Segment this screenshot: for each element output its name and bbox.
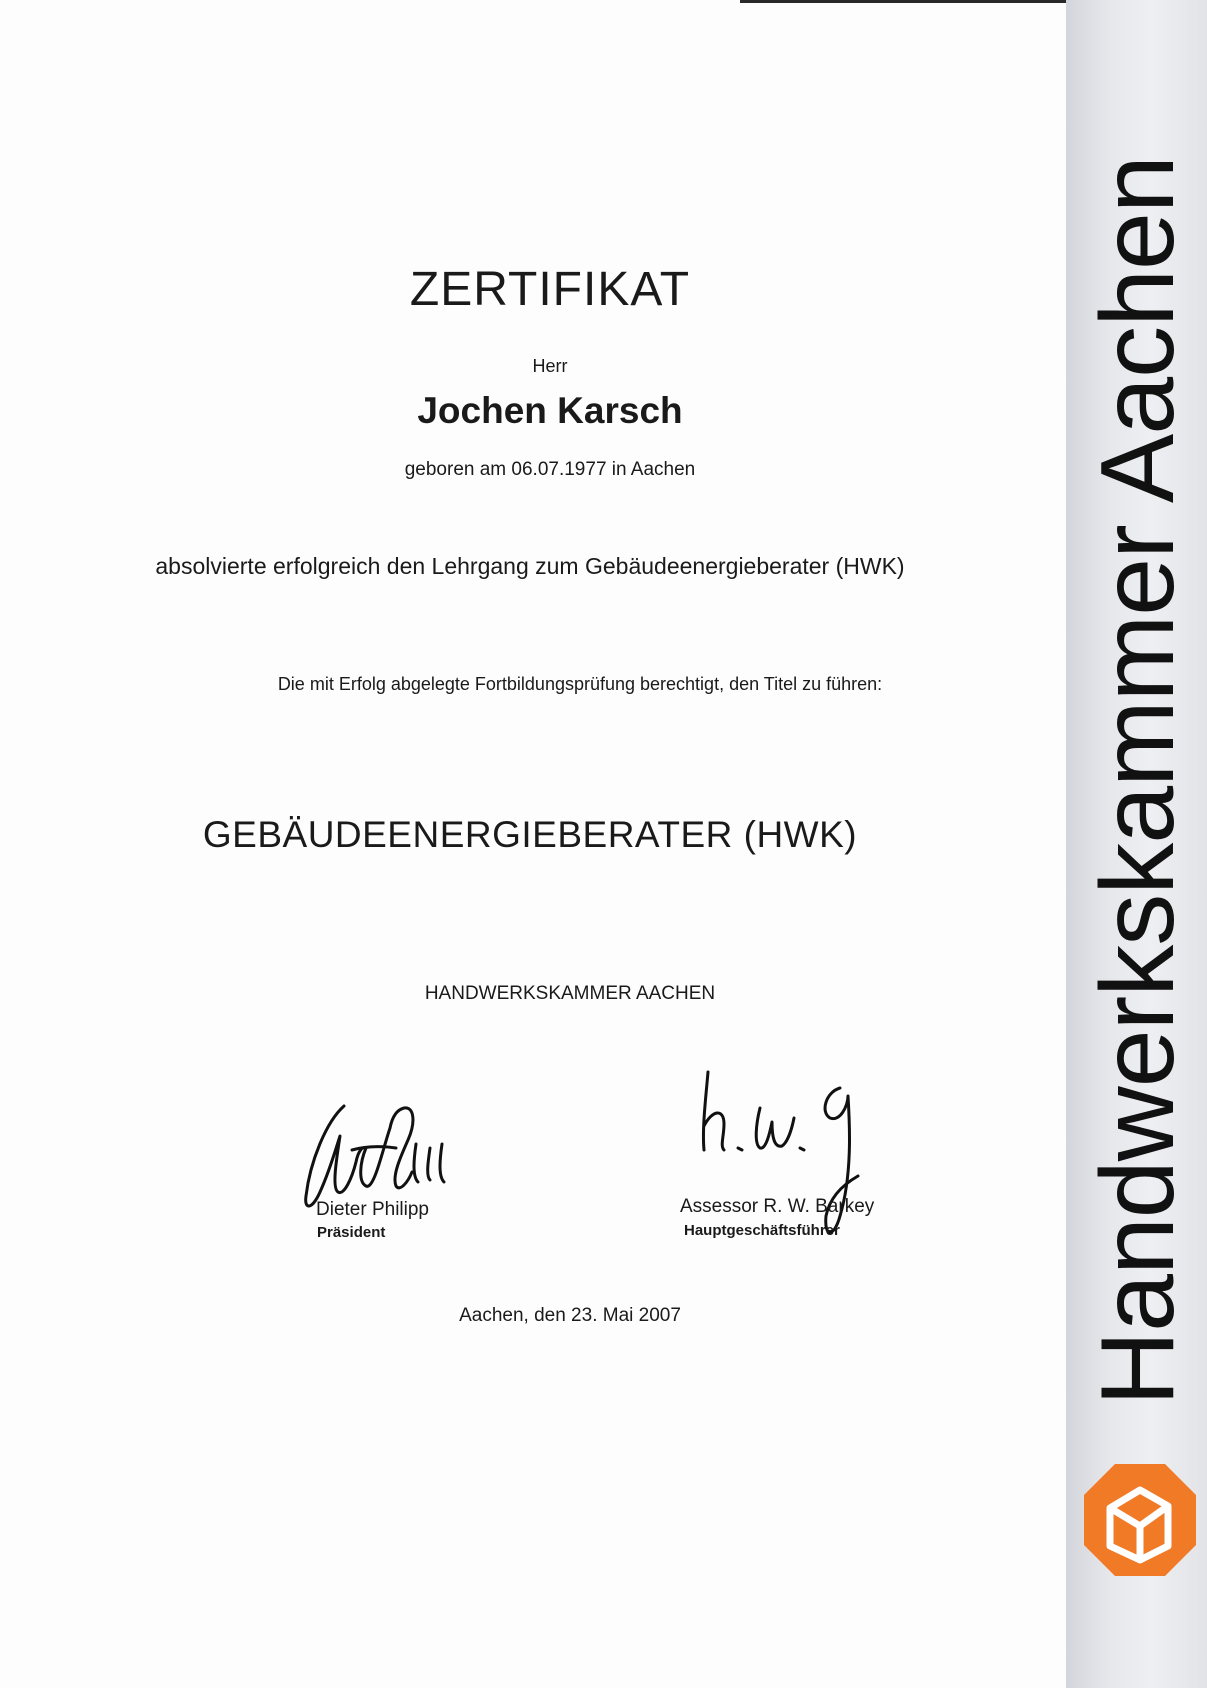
brand-text: Handwerkskammer Aachen xyxy=(1080,156,1196,1406)
hwk-logo-icon xyxy=(1080,1460,1200,1580)
certificate-title: ZERTIFIKAT xyxy=(409,263,691,316)
recipient-name: Jochen Karsch xyxy=(417,390,683,431)
birth-line: geboren am 06.07.1977 in Aachen xyxy=(404,459,696,480)
issuer-name: HANDWERKSKAMMER AACHEN xyxy=(424,983,716,1004)
signer-name: Assessor R. W. Barkey xyxy=(680,1196,875,1217)
signature-managing-director xyxy=(690,1066,880,1276)
signer-role: Hauptgeschäftsführer xyxy=(684,1222,840,1239)
place-date: Aachen, den 23. Mai 2007 xyxy=(459,1305,681,1326)
exam-line: Die mit Erfolg abgelegte Fortbildungsprüfung berechtigt, den Titel zu führen: xyxy=(277,674,883,694)
signer-role: Präsident xyxy=(317,1224,386,1241)
signer-name: Dieter Philipp xyxy=(316,1199,429,1220)
salutation: Herr xyxy=(532,356,568,376)
course-line: absolvierte erfolgreich den Lehrgang zum Gebäudeenergieberater (HWK) xyxy=(155,553,905,579)
degree-title: GEBÄUDEENERGIEBERATER (HWK) xyxy=(202,814,858,855)
